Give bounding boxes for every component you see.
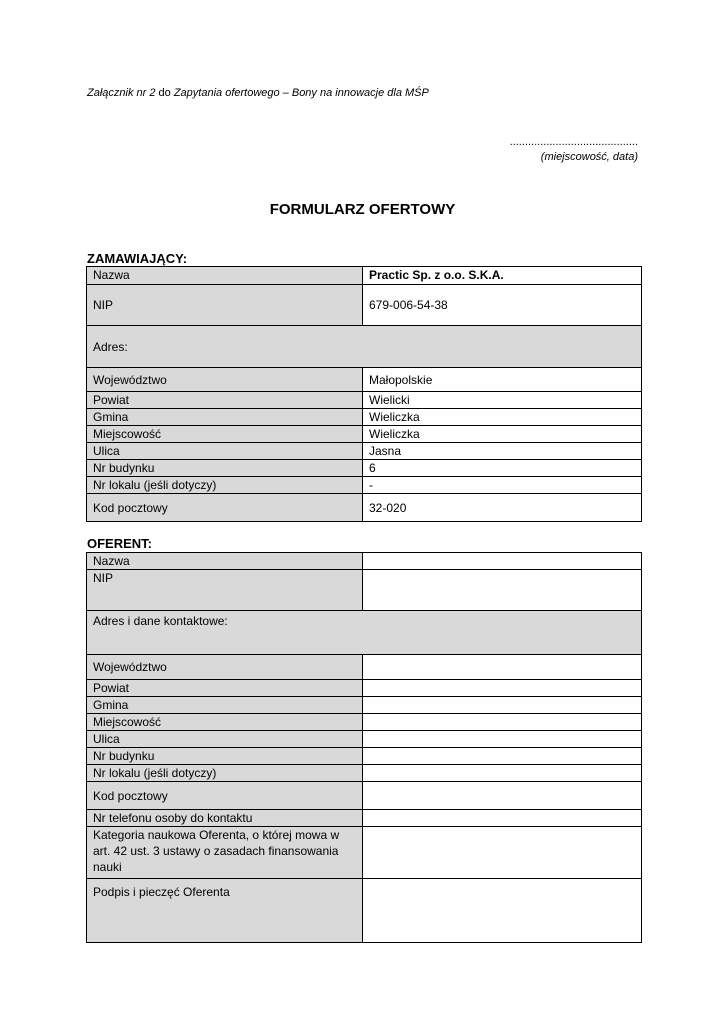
oferent-kategoria-label: Kategoria naukowa Oferenta, o której mowa w art. 42 ust. 3 ustawy o zasadach finansowania nauki: [87, 827, 363, 879]
table-row: [87, 285, 642, 326]
zamawiajacy-gmina-label: Gmina: [87, 409, 363, 426]
zamawiajacy-powiat-value: Wielicki: [363, 392, 642, 409]
zamawiajacy-ulica-value: Jasna: [363, 443, 642, 460]
oferent-nr-budynku-label: Nr budynku: [87, 748, 363, 765]
oferent-heading: OFERENT:: [87, 536, 152, 551]
oferent-nr-lokalu-field[interactable]: [363, 765, 642, 782]
zamawiajacy-nr-lokalu-value: -: [363, 477, 642, 494]
oferent-telefon-field[interactable]: [363, 810, 642, 827]
zamawiajacy-wojewodztwo-value: Małopolskie: [363, 368, 642, 392]
table-row: [87, 460, 642, 477]
zamawiajacy-gmina-value: Wieliczka: [363, 409, 642, 426]
zamawiajacy-nip-label: NIP: [87, 285, 363, 326]
oferent-nazwa-label: Nazwa: [87, 553, 363, 570]
oferent-ulica-field[interactable]: [363, 731, 642, 748]
oferent-telefon-label: Nr telefonu osoby do kontaktu: [87, 810, 363, 827]
oferent-powiat-label: Powiat: [87, 680, 363, 697]
table-row: [87, 782, 642, 810]
zamawiajacy-nazwa-label: Nazwa: [87, 267, 363, 285]
zamawiajacy-nr-lokalu-label: Nr lokalu (jeśli dotyczy): [87, 477, 363, 494]
oferent-gmina-label: Gmina: [87, 697, 363, 714]
table-row: [87, 810, 642, 827]
table-row: [87, 570, 642, 611]
zamawiajacy-nr-budynku-label: Nr budynku: [87, 460, 363, 477]
oferent-nr-budynku-field[interactable]: [363, 748, 642, 765]
table-row: [87, 477, 642, 494]
zamawiajacy-miejscowosc-value: Wieliczka: [363, 426, 642, 443]
oferent-wojewodztwo-field[interactable]: [363, 655, 642, 680]
oferent-miejscowosc-label: Miejscowość: [87, 714, 363, 731]
oferent-miejscowosc-field[interactable]: [363, 714, 642, 731]
form-title: FORMULARZ OFERTOWY: [269, 201, 456, 218]
oferent-nazwa-field[interactable]: [363, 553, 642, 570]
table-row: [87, 326, 642, 368]
zamawiajacy-miejscowosc-label: Miejscowość: [87, 426, 363, 443]
zamawiajacy-kod-label: Kod pocztowy: [87, 494, 363, 522]
place-date-block: [510, 135, 638, 164]
table-row: [87, 426, 642, 443]
table-row: [87, 714, 642, 731]
zamawiajacy-ulica-label: Ulica: [87, 443, 363, 460]
oferent-wojewodztwo-label: Województwo: [87, 655, 363, 680]
zamawiajacy-nip-value: 679-006-54-38: [363, 285, 642, 326]
oferent-table: [86, 552, 642, 943]
table-row: [87, 827, 642, 879]
table-row: [87, 697, 642, 714]
table-row: [87, 731, 642, 748]
zamawiajacy-table: [86, 266, 642, 522]
zamawiajacy-nr-budynku-value: 6: [363, 460, 642, 477]
oferent-powiat-field[interactable]: [363, 680, 642, 697]
place-date-caption: (miejscowość, data): [540, 151, 638, 163]
oferent-nip-field[interactable]: [363, 570, 642, 611]
oferent-gmina-field[interactable]: [363, 697, 642, 714]
table-row: [87, 879, 642, 943]
table-row: [87, 765, 642, 782]
oferent-nr-lokalu-label: Nr lokalu (jeśli dotyczy): [87, 765, 363, 782]
table-row: [87, 494, 642, 522]
table-row: [87, 553, 642, 570]
table-row: [87, 680, 642, 697]
table-row: [87, 655, 642, 680]
attachment-note-suffix: Zapytania ofertowego – Bony na innowacje dla MŚP: [170, 87, 429, 99]
oferent-adres-label: Adres i dane kontaktowe:: [87, 611, 642, 655]
attachment-note: [87, 87, 429, 99]
attachment-note-do: do: [158, 87, 171, 99]
table-row: [87, 267, 642, 285]
oferent-ulica-label: Ulica: [87, 731, 363, 748]
zamawiajacy-adres-label: Adres:: [87, 326, 642, 368]
oferent-podpis-label: Podpis i pieczęć Oferenta: [87, 879, 363, 943]
oferent-podpis-field[interactable]: [363, 879, 642, 943]
attachment-note-prefix: Załącznik nr 2: [87, 87, 159, 99]
table-row: [87, 611, 642, 655]
oferent-kategoria-field[interactable]: [363, 827, 642, 879]
zamawiajacy-heading: ZAMAWIAJĄCY:: [87, 251, 188, 266]
place-date-line: ..........................................: [509, 136, 638, 148]
oferent-nip-label: NIP: [87, 570, 363, 611]
oferent-kod-label: Kod pocztowy: [87, 782, 363, 810]
table-row: [87, 748, 642, 765]
table-row: [87, 409, 642, 426]
table-row: [87, 392, 642, 409]
table-row: [87, 368, 642, 392]
zamawiajacy-wojewodztwo-label: Województwo: [87, 368, 363, 392]
zamawiajacy-nazwa-value: Practic Sp. z o.o. S.K.A.: [363, 267, 642, 285]
zamawiajacy-kod-value: 32-020: [363, 494, 642, 522]
table-row: [87, 443, 642, 460]
oferent-kod-field[interactable]: [363, 782, 642, 810]
zamawiajacy-powiat-label: Powiat: [87, 392, 363, 409]
